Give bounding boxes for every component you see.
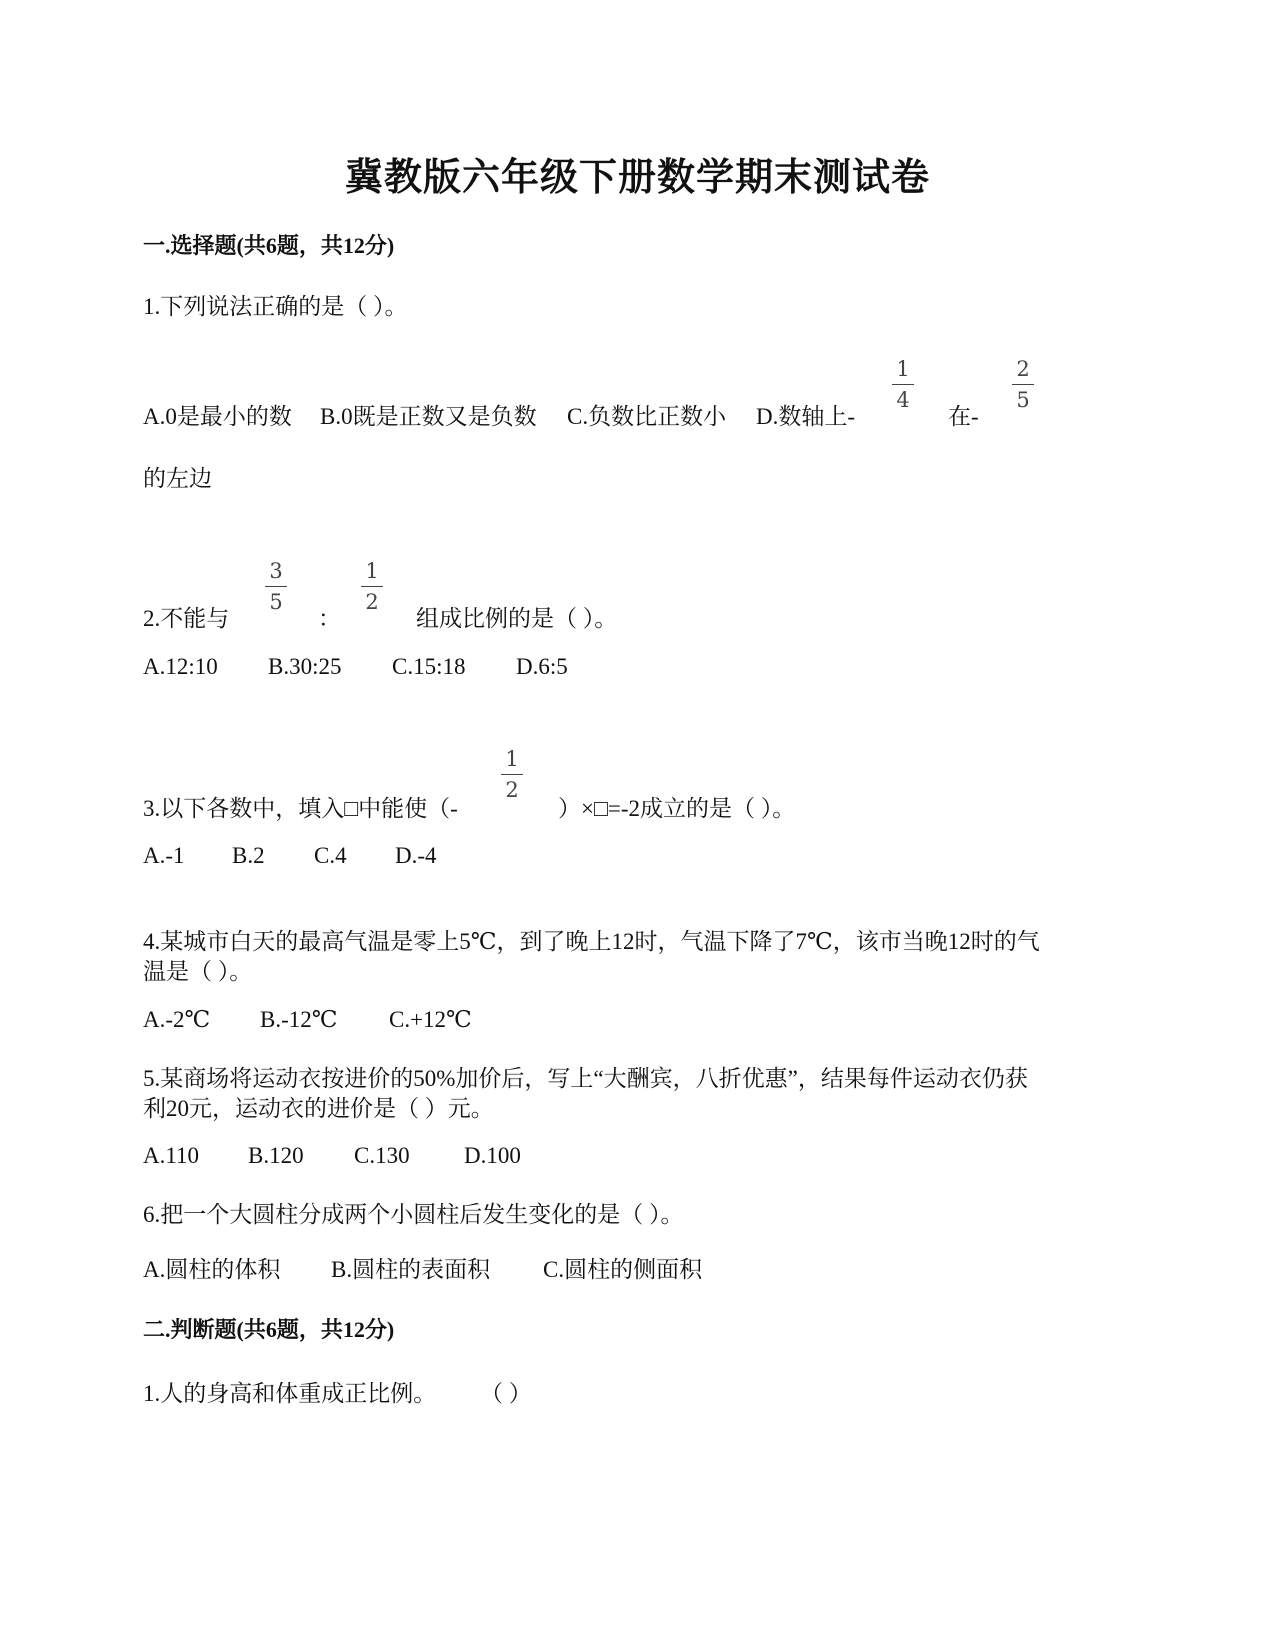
section-heading-choice: 一.选择题(共6题，共12分) <box>143 233 395 258</box>
question-2-option-b: B.30:25 <box>268 654 342 679</box>
question-2-option-c: C.15:18 <box>392 654 466 679</box>
question-5-option-d: D.100 <box>464 1143 521 1168</box>
judgement-1-answer-blank: （ ） <box>480 1381 532 1406</box>
fraction-denominator: 5 <box>269 590 283 614</box>
question-4-option-a: A.-2℃ <box>143 1007 211 1032</box>
question-1-option-d-tail: 的左边 <box>143 466 212 491</box>
question-5-option-a: A.110 <box>143 1143 200 1168</box>
fraction-two-fifths <box>1009 356 1037 413</box>
question-1-option-d: D.数轴上- <box>756 404 856 429</box>
section-heading-judgement: 二.判断题(共6题，共12分) <box>143 1317 395 1342</box>
question-5-option-b: B.120 <box>248 1143 304 1168</box>
fraction-denominator: 2 <box>505 778 519 802</box>
question-2-prefix: 2.不能与 <box>143 606 230 631</box>
question-3-option-d: D.-4 <box>395 843 437 868</box>
fraction-numerator: 3 <box>269 559 283 583</box>
question-1-option-d-middle: 在- <box>948 404 979 429</box>
fraction-one-half <box>498 746 526 803</box>
question-2-suffix: 组成比例的是（ ）。 <box>416 606 618 631</box>
question-1-option-a: A.0是最小的数 <box>143 404 292 429</box>
fraction-numerator: 1 <box>365 559 379 583</box>
question-2-option-d: D.6:5 <box>516 654 568 679</box>
fraction-numerator: 1 <box>505 747 519 771</box>
fraction-bar <box>265 586 287 587</box>
question-4-line-1: 4.某城市白天的最高气温是零上5℃，到了晚上12时，气温下降了7℃，该市当晚12时的气 <box>143 929 1040 954</box>
fraction-one-half <box>358 558 386 615</box>
fraction-numerator: 2 <box>1016 357 1030 381</box>
fraction-three-fifths <box>262 558 290 615</box>
question-4-line-2: 温是（ ）。 <box>143 959 253 984</box>
fraction-bar <box>501 774 523 775</box>
fraction-denominator: 4 <box>896 388 910 412</box>
question-2-colon: ： <box>318 606 341 631</box>
question-4-option-c: C.+12℃ <box>389 1007 472 1032</box>
question-3-option-b: B.2 <box>232 843 265 868</box>
question-1-option-b: B.0既是正数又是负数 <box>320 404 537 429</box>
question-6-option-a: A.圆柱的体积 <box>143 1257 281 1282</box>
page-title: 冀教版六年级下册数学期末测试卷 <box>344 157 930 199</box>
question-6-option-c: C.圆柱的侧面积 <box>543 1257 703 1282</box>
question-2-option-a: A.12:10 <box>143 654 218 679</box>
question-3-option-c: C.4 <box>314 843 347 868</box>
question-6-option-b: B.圆柱的表面积 <box>331 1257 491 1282</box>
fraction-bar <box>1012 384 1034 385</box>
fraction-denominator: 2 <box>365 590 379 614</box>
fraction-numerator: 1 <box>896 357 910 381</box>
fraction-one-quarter <box>889 356 917 413</box>
question-3-suffix: ）×□=-2成立的是（ ）。 <box>558 796 796 821</box>
question-6-stem: 6.把一个大圆柱分成两个小圆柱后发生变化的是（ ）。 <box>143 1202 684 1227</box>
fraction-bar <box>892 384 914 385</box>
question-5-option-c: C.130 <box>354 1143 410 1168</box>
fraction-denominator: 5 <box>1016 388 1030 412</box>
question-3-prefix: 3.以下各数中，填入□中能使（- <box>143 796 458 821</box>
question-3-option-a: A.-1 <box>143 843 185 868</box>
judgement-1-stem: 1.人的身高和体重成正比例。 <box>143 1381 437 1406</box>
question-1-stem: 1.下列说法正确的是（ ）。 <box>143 294 408 319</box>
question-5-line-2: 利20元，运动衣的进价是（ ）元。 <box>143 1096 494 1121</box>
question-5-line-1: 5.某商场将运动衣按进价的50%加价后，写上“大酬宾，八折优惠”，结果每件运动衣仍获 <box>143 1066 1028 1091</box>
question-1-option-c: C.负数比正数小 <box>567 404 727 429</box>
fraction-bar <box>361 586 383 587</box>
question-4-option-b: B.-12℃ <box>260 1007 338 1032</box>
